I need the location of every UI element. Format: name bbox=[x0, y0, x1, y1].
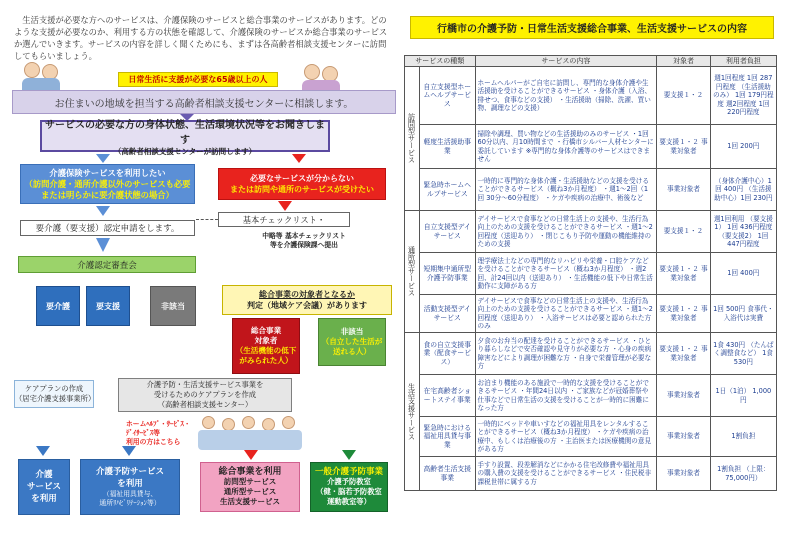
service-target: 要支援１・２ 事業対象者 bbox=[657, 253, 710, 295]
general-prevention-line2: 介護予防教室 bbox=[327, 477, 371, 486]
care-insurance-line3: または明らかに要介護状態の場合） bbox=[41, 189, 174, 200]
service-content: 掃除や調理、買い物などの生活援助のみのサービス ・1回60分以内、月10時間まで ・行橋市シルバー人材センターに委託しています ※専門的な身体介護等のサービスはできません bbox=[475, 125, 657, 169]
service-name: 緊急時ホームヘルプサービス bbox=[419, 169, 475, 211]
support-center-plan-box bbox=[118, 378, 292, 412]
dashed-connector bbox=[196, 219, 218, 220]
category-cell: 通所型サービス bbox=[405, 211, 420, 333]
down-arrow bbox=[122, 446, 136, 456]
care-insurance-line1: 介護保険サービスを利用したい bbox=[49, 167, 166, 178]
down-arrow bbox=[96, 206, 110, 216]
non-applicable-green-line1: 非該当 bbox=[340, 327, 364, 336]
service-content: 夕食のお弁当の配達を受けることができるサービス ・ひとり暮らしなどで安否確認や見守りが必要な方 ・心身の疾病障害などにより調理が困難な方 ・自身で栄養管理が必要な方 bbox=[475, 333, 657, 375]
down-arrow bbox=[96, 238, 110, 252]
comprehensive-use-box bbox=[200, 462, 300, 512]
service-name: 高齢者生活支援事業 bbox=[419, 457, 475, 491]
comprehensive-use-line3: 通所型サービス bbox=[223, 487, 277, 496]
service-name: 活動支援型デイサービス bbox=[419, 295, 475, 333]
support-center-line1: 介護予防・生活支援サービス事業を bbox=[146, 380, 264, 389]
service-fee: 1割負担 bbox=[710, 417, 776, 457]
service-target: 要支援１・２ bbox=[657, 211, 710, 253]
service-fee: 1回 200円 bbox=[710, 125, 776, 169]
category-cell: 訪問型サービス bbox=[405, 67, 420, 211]
service-fee: 1食 430円 （たんぱく調整食など） 1食 530円 bbox=[710, 333, 776, 375]
down-arrow bbox=[36, 446, 50, 456]
comprehensive-use-line4: 生活支援サービス bbox=[220, 497, 280, 506]
service-name: 在宅高齢者ショートステイ事業 bbox=[419, 375, 475, 417]
service-name: 緊急時における福祉用具貸与事業 bbox=[419, 417, 475, 457]
consult-band: お住まいの地域を担当する高齢者相談支援センターに相談します。 bbox=[12, 90, 396, 114]
unknown-service-box bbox=[218, 168, 386, 200]
assessment-box bbox=[222, 285, 392, 315]
prevention-service-line1: 介護予防サービス bbox=[95, 467, 164, 477]
non-applicable-green-box bbox=[318, 318, 386, 366]
down-arrow-left bbox=[96, 154, 110, 163]
service-target: 事業対象者 bbox=[657, 457, 710, 491]
table-row bbox=[405, 67, 777, 125]
comprehensive-use-line2: 訪問型サービス bbox=[223, 477, 277, 486]
care-plan-box bbox=[14, 380, 94, 408]
service-table bbox=[404, 55, 777, 491]
down-arrow bbox=[298, 230, 312, 280]
service-target: 要支援１・２ 事業対象者 bbox=[657, 125, 710, 169]
service-name: 自立支援型デイサービス bbox=[419, 211, 475, 253]
certification-application: 要介護（要支援）認定申請をします。 bbox=[20, 220, 195, 236]
category-cell: 生活支援サービス bbox=[405, 333, 420, 491]
comprehensive-target-line2: 対象者 bbox=[254, 336, 278, 345]
down-arrow bbox=[342, 450, 356, 460]
service-content: 理学療法士などの専門的なリハビリや栄養・口腔ケアなどを受けることができるサービス（概ね3か月程度） ・週2回、計24回以内（送迎あり） ・生活機能の低下や日常生活動作に支障がある方 bbox=[475, 253, 657, 295]
unknown-service-line1: 必要なサービスが分からない bbox=[250, 174, 354, 183]
down-arrow bbox=[278, 201, 292, 211]
prevention-service-line2: を利用 bbox=[117, 479, 143, 489]
basic-checklist-box: 基本チェックリスト・ bbox=[218, 212, 350, 227]
service-name: 短期集中通所型介護予防事業 bbox=[419, 253, 475, 295]
intro-text: 生活支援が必要な方へのサービスは、介護保険のサービスと総合事業のサービスがあります。どのような支援が必要なのか、利用する方の状態を確認して、介護保険のサービスか総合事業のサービスか選んでいきます。サービスの内容を詳しく聞くためにも、まずは各高齢者相談支援センターに訪問してもらいましょう。 bbox=[14, 15, 388, 61]
support-center-line3: （高齢者相談支援センター） bbox=[157, 400, 253, 409]
service-target: 事業対象者 bbox=[657, 375, 710, 417]
non-applicable-green-line2: （自立した生活が送れる人） bbox=[321, 337, 383, 356]
service-content: お泊まり機能のある施設で一時的な支援を受けることができるサービス ・年間24日以内 ・ご家族などが冠婚葬祭や仕事などで日常生活の支援を受けることが一時的に困難になった方 bbox=[475, 375, 657, 417]
service-fee: 1回 400円 bbox=[710, 253, 776, 295]
table-row bbox=[405, 417, 777, 457]
service-target: 要支援１・２ 事業対象者 bbox=[657, 333, 710, 375]
service-name: 食の自立支援事業（配食サービス） bbox=[419, 333, 475, 375]
service-content: デイサービスで食事などの日常生活上の支援や、生活行為向上のための支援を受けることができるサービス ・週1～2回程度（送迎あり） ・入浴サービスは必要と認められた方のみ bbox=[475, 295, 657, 333]
down-arrow bbox=[244, 450, 258, 460]
care-service-line3: を利用 bbox=[31, 494, 57, 504]
service-content: 一時的にベッドや車いすなどの福祉用具をレンタルすることができるサービス（概ね3か月程度） ・ケガや疾病の治療中、もしくは治療後の方 ・主治医または医療機関の意見がある方 bbox=[475, 417, 657, 457]
comprehensive-target-box bbox=[232, 318, 300, 374]
column-header: 対象者 bbox=[657, 56, 710, 67]
general-prevention-line4: 運動教室等） bbox=[327, 497, 371, 506]
hearing-banner bbox=[40, 119, 330, 156]
service-fee: 1割負担 （上限：75,000円） bbox=[710, 457, 776, 491]
table-row bbox=[405, 457, 777, 491]
down-arrow-right bbox=[292, 154, 306, 163]
service-fee: 1日（1泊） 1,000円 bbox=[710, 375, 776, 417]
service-name: 自立支援型ホームヘルプサービス bbox=[419, 67, 475, 125]
service-fee: 週1回利用 （要支援1） 1回 436円程度 （要支援2） 1回 447円程度 bbox=[710, 211, 776, 253]
care-service-line1: 介護 bbox=[35, 470, 53, 480]
table-row bbox=[405, 125, 777, 169]
column-header: サービスの内容 bbox=[475, 56, 657, 67]
service-fee: （身体介護中心）1回 400円 （生活援助中心）1回 230円 bbox=[710, 169, 776, 211]
comprehensive-target-line1: 総合事業 bbox=[250, 326, 282, 335]
table-title: 行橋市の介護予防・日常生活支援総合事業、生活支援サービスの内容 bbox=[410, 16, 774, 39]
service-fee: 1回 500円 食事代・入浴代は実費 bbox=[710, 295, 776, 333]
care-service-line2: サービス bbox=[26, 482, 61, 492]
care-insurance-box bbox=[20, 164, 195, 204]
general-prevention-line3: （健・脳若予防教室 bbox=[316, 487, 382, 496]
prevention-service-line3: （福祉用具貸与、 bbox=[102, 490, 158, 498]
elderly-couple-illustration bbox=[22, 62, 62, 92]
service-user-note bbox=[126, 420, 196, 447]
general-prevention-box bbox=[310, 462, 388, 512]
table-row bbox=[405, 169, 777, 211]
comprehensive-use-line1: 総合事業を利用 bbox=[218, 467, 282, 477]
table-row bbox=[405, 295, 777, 333]
service-fee: 週1回程度 1回 287円程度 （生活援助のみ） 1回 179円程度 週2回程度 1回 220円程度 bbox=[710, 67, 776, 125]
service-target: 事業対象者 bbox=[657, 417, 710, 457]
service-target: 事業対象者 bbox=[657, 169, 710, 211]
service-name: 軽度生活援助事業 bbox=[419, 125, 475, 169]
hearing-title: サービスの必要な方の身体状態、生活環境状況等をお聞きします bbox=[45, 119, 325, 146]
service-content: 一時的に専門的な身体介護・生活援助などの支援を受けることができるサービス（概ね3か月程度） ・週1～2回（1回 30分～60分程度） ・ケガや疾病の治療中、術後など bbox=[475, 169, 657, 211]
comprehensive-target-line3: （生活機能の低下がみられた人） bbox=[235, 346, 297, 365]
assessment-line1: 総合事業の対象者となるか bbox=[259, 290, 355, 299]
assessment-line2: 判定（地域ケア会議）があります bbox=[247, 301, 367, 310]
need-support-box: 要支援 bbox=[86, 286, 130, 326]
table-row bbox=[405, 333, 777, 375]
service-content: ホームヘルパーがご自宅に訪問し、専門的な身体介護や生活援助を受けることができるサービス ・身体介護（入浴、排せつ、食事などの支援） ・生活援助（掃除、洗濯、買い物、調理などの支援） bbox=[475, 67, 657, 125]
checklist-note: 中略等 基本チェックリスト等を介護保険課へ提出 bbox=[262, 232, 346, 249]
not-applicable-box: 非該当 bbox=[150, 286, 196, 326]
support-center-line2: 受けるためのケアプランを作成 bbox=[153, 390, 257, 399]
prevention-service-line4: 通所ﾘﾊﾋﾞﾘﾃｰｼｮﾝ等） bbox=[99, 499, 161, 507]
service-user-line3: 利用の方はこちら bbox=[126, 438, 181, 446]
target-person-tag: 日常生活に支援が必要な65歳以上の人 bbox=[118, 72, 278, 87]
care-insurance-line2: （訪問介護・通所介護以外のサービスも必要 bbox=[24, 178, 191, 189]
prevention-service-box bbox=[80, 459, 180, 515]
table-row bbox=[405, 253, 777, 295]
certification-committee: 介護認定審査会 bbox=[18, 256, 196, 273]
hearing-sub: （高齢者相談支援センターが訪問します） bbox=[113, 146, 257, 156]
care-plan-line2: （居宅介護支援事業所） bbox=[15, 394, 96, 403]
column-header: 利用者負担 bbox=[710, 56, 776, 67]
table-row bbox=[405, 375, 777, 417]
general-prevention-line1: 一般介護予防事業 bbox=[314, 467, 383, 477]
table-row bbox=[405, 211, 777, 253]
table-header-row bbox=[405, 56, 777, 67]
service-target: 要支援１・２ 事業対象者 bbox=[657, 295, 710, 333]
unknown-service-line2: または訪問や通所のサービスが受けたい bbox=[230, 185, 374, 194]
service-target: 要支援１・２ bbox=[657, 67, 710, 125]
service-user-line1: ホームﾍﾙﾌﾟ・ｻｰﾋﾞｽ・ bbox=[126, 420, 191, 428]
care-plan-line1: ケアプランの作成 bbox=[24, 384, 84, 393]
service-user-line2: ﾃﾞｲｻｰﾋﾞｽ等 bbox=[126, 429, 160, 437]
service-content: 手すり設置、段差解消などにかかる住宅改修費や福祉用具の購入費の支援を受けることができるサービス ・住民税非課税世帯に属する方 bbox=[475, 457, 657, 491]
need-care-box: 要介護 bbox=[36, 286, 80, 326]
service-content: デイサービスで食事などの日常生活上の支援や、生活行為向上のための支援を受けることができるサービス ・週1～2回程度（送迎あり） ・閉じこもり予防や運動の機能維持のための支援 bbox=[475, 211, 657, 253]
column-header: サービスの種類 bbox=[405, 56, 476, 67]
care-service-box bbox=[18, 459, 70, 515]
